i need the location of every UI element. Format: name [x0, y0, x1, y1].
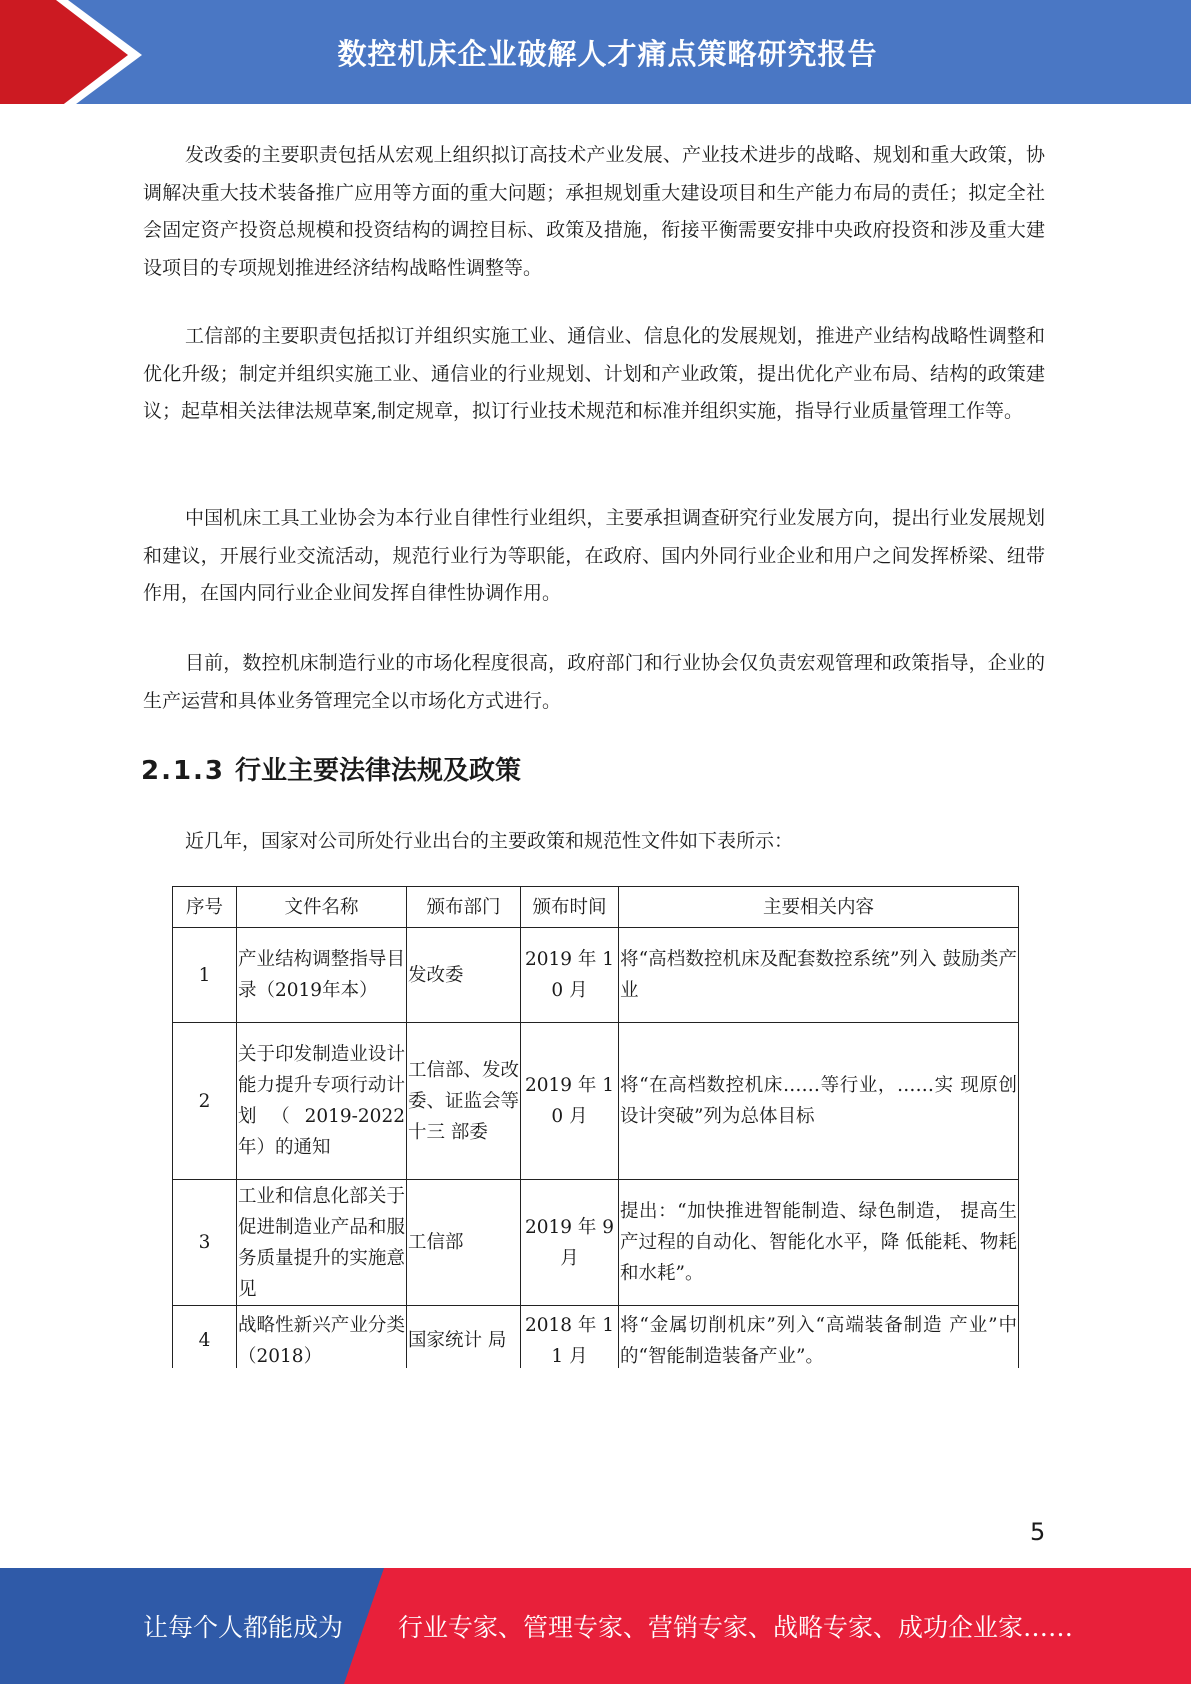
header-department: 颁布部门: [407, 887, 521, 928]
cell-document-name: 关于印发制造业设计能力提升专项行动计划（2019-2022 年）的通知: [237, 1023, 407, 1180]
paragraph-miit: 工信部的主要职责包括拟订并组织实施工业、通信业、信息化的发展规划，推进产业结构战略性调整和优化升级；制定并组织实施工业、通信业的行业规划、计划和产业政策，提出优化产业布局、结构的政策建议；起草相关法律法规草案,制定规章，拟订行业技术规范和标准并组织实施，指导行业质量管理工作等。: [143, 325, 1045, 422]
cell-content: 将“金属切削机床”列入“高端装备制造 产业”中的“智能制造装备产业”。: [619, 1306, 1019, 1369]
paragraph-ndrc: 发改委的主要职责包括从宏观上组织拟订高技术产业发展、产业技术进步的战略、规划和重大政策，协调解决重大技术装备推广应用等方面的重大问题；承担规划重大建设项目和生产能力布局的责任；拟定全社会固定资产投资总规模和投资结构的调控目标、政策及措施，衔接平衡需要安排中央政府投资和涉及重大建设项目的专项规划推进经济结构战略性调整等。: [143, 144, 1045, 279]
footer-slogan-right: 行业专家、管理专家、营销专家、战略专家、成功企业家……: [398, 1613, 1074, 1642]
cell-content: 提出：“加快推进智能制造、绿色制造， 提高生产过程的自动化、智能化水平，降 低能耗、物耗和水耗”。: [619, 1180, 1019, 1306]
section-heading: [141, 750, 521, 787]
table-intro: 近几年，国家对公司所处行业出台的主要政策和规范性文件如下表所示：: [185, 830, 794, 852]
paragraph-association: 中国机床工具工业协会为本行业自律性行业组织，主要承担调查研究行业发展方向，提出行业发展规划和建议，开展行业交流活动，规范行业行为等职能，在政府、国内外同行业企业和用户之间发挥桥梁、纽带作用，在国内同行业企业间发挥自律性协调作用。: [143, 507, 1045, 604]
cell-date: 2019 年 9 月: [521, 1180, 619, 1306]
cell-department: 国家统计 局: [407, 1306, 521, 1369]
cell-index: 3: [173, 1180, 237, 1306]
cell-content: 将“高档数控机床及配套数控系统”列入 鼓励类产业: [619, 928, 1019, 1023]
page-number: 5: [1030, 1518, 1046, 1546]
cell-date: 2018 年 11 月: [521, 1306, 619, 1369]
table-row: [173, 1180, 1019, 1306]
header-content: 主要相关内容: [619, 887, 1019, 928]
cell-document-name: 工业和信息化部关于促进制造业产品和服务质量提升的实施意见: [237, 1180, 407, 1306]
cell-department: 工信部: [407, 1180, 521, 1306]
cell-department: 工信部、发改委、证监会等十三 部委: [407, 1023, 521, 1180]
paragraph-market: 目前，数控机床制造行业的市场化程度很高，政府部门和行业协会仅负责宏观管理和政策指导，企业的生产运营和具体业务管理完全以市场化方式进行。: [143, 652, 1045, 712]
policy-table-wrapper: [172, 886, 1019, 1368]
header-index: 序号: [173, 887, 237, 928]
cell-index: 2: [173, 1023, 237, 1180]
cell-index: 4: [173, 1306, 237, 1369]
section-title: 行业主要法律法规及政策: [235, 756, 522, 786]
section-number: 2.1.3: [141, 756, 226, 786]
cell-index: 1: [173, 928, 237, 1023]
table-row: [173, 1306, 1019, 1369]
table-header-row: [173, 887, 1019, 928]
table-row: [173, 928, 1019, 1023]
policy-table: [172, 886, 1019, 1368]
cell-document-name: 产业结构调整指导目录（2019年本）: [237, 928, 407, 1023]
header-date: 颁布时间: [521, 887, 619, 928]
table-row: [173, 1023, 1019, 1180]
header-document-name: 文件名称: [237, 887, 407, 928]
cell-content: 将“在高档数控机床……等行业，……实 现原创设计突破”列为总体目标: [619, 1023, 1019, 1180]
header-banner: [0, 0, 1191, 110]
cell-document-name: 战略性新兴产业分类（2018）: [237, 1306, 407, 1369]
cell-department: 发改委: [407, 928, 521, 1023]
cell-date: 2019 年 10 月: [521, 928, 619, 1023]
cell-date: 2019 年 10 月: [521, 1023, 619, 1180]
footer-banner: [0, 1568, 1191, 1684]
document-title: 数控机床企业破解人才痛点策略研究报告: [337, 36, 878, 71]
footer-slogan-left: 让每个人都能成为: [143, 1613, 344, 1642]
